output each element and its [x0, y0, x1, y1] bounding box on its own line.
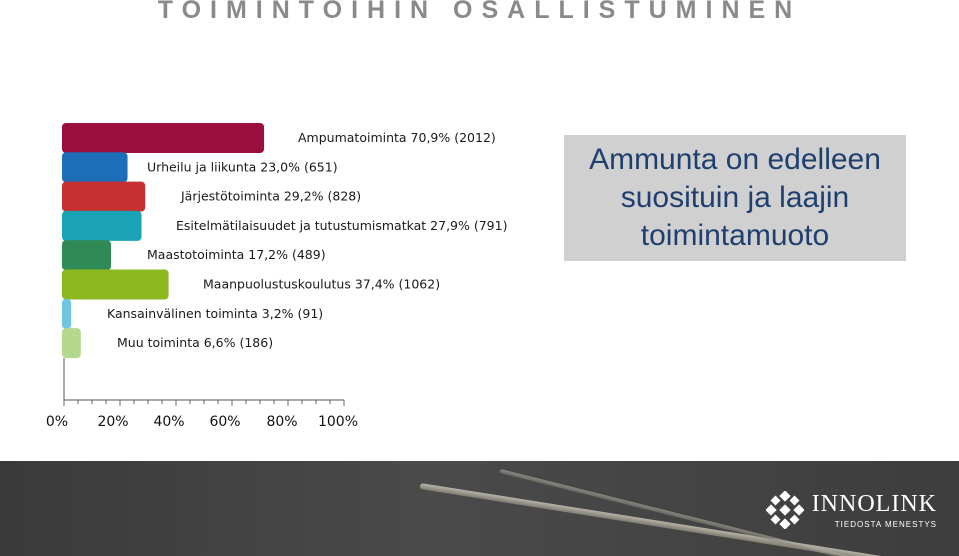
x-axis — [46, 358, 358, 430]
bar-1 — [62, 123, 264, 153]
bars-layer — [62, 123, 264, 358]
bar-label: Kansainvälinen toiminta 3,2% (91) — [107, 305, 324, 321]
bar-label: Maanpuolustuskoulutus 37,4% (1062) — [203, 276, 441, 292]
bar-label: Muu toiminta 6,6% (186) — [117, 335, 274, 351]
callout-box — [564, 135, 906, 261]
x-tick-label: 100% — [317, 414, 359, 430]
page-title: TOIMINTOIHIN OSALLISTUMINEN — [157, 0, 802, 24]
bar-label: Ampumatoiminta 70,9% (2012) — [298, 130, 496, 145]
bar-3 — [62, 182, 145, 212]
callout-text: Ammunta on edelleen suosituin ja laajin toimintamuoto — [589, 143, 881, 252]
x-tick-label: 80% — [266, 414, 298, 430]
bar-chart — [0, 0, 560, 440]
bar-2 — [62, 152, 128, 182]
x-tick-label: 40% — [153, 414, 185, 430]
innolink-emblem-icon — [766, 491, 804, 529]
footer-banner — [0, 461, 959, 556]
x-tick-label: 0% — [45, 414, 69, 430]
bar-6 — [62, 270, 169, 300]
bar-label: Urheilu ja liikunta 23,0% (651) — [147, 159, 338, 175]
logo-tagline: TIEDOSTA MENESTYS — [834, 519, 937, 529]
logo-name: INNOLINK — [811, 490, 937, 517]
bar-8 — [62, 328, 81, 358]
x-tick-label: 60% — [209, 414, 241, 430]
bar-4 — [62, 211, 142, 241]
innolink-logo — [766, 491, 937, 529]
x-tick-label: 20% — [97, 414, 129, 430]
bar-label: Esitelmätilaisuudet ja tutustumismatkat 27,9% (791) — [176, 217, 508, 233]
bar-labels-layer — [107, 130, 507, 350]
bar-5 — [62, 240, 111, 270]
bar-7 — [62, 299, 71, 329]
bar-label: Järjestötoiminta 29,2% (828) — [181, 188, 362, 204]
bar-label: Maastotoiminta 17,2% (489) — [147, 247, 326, 263]
